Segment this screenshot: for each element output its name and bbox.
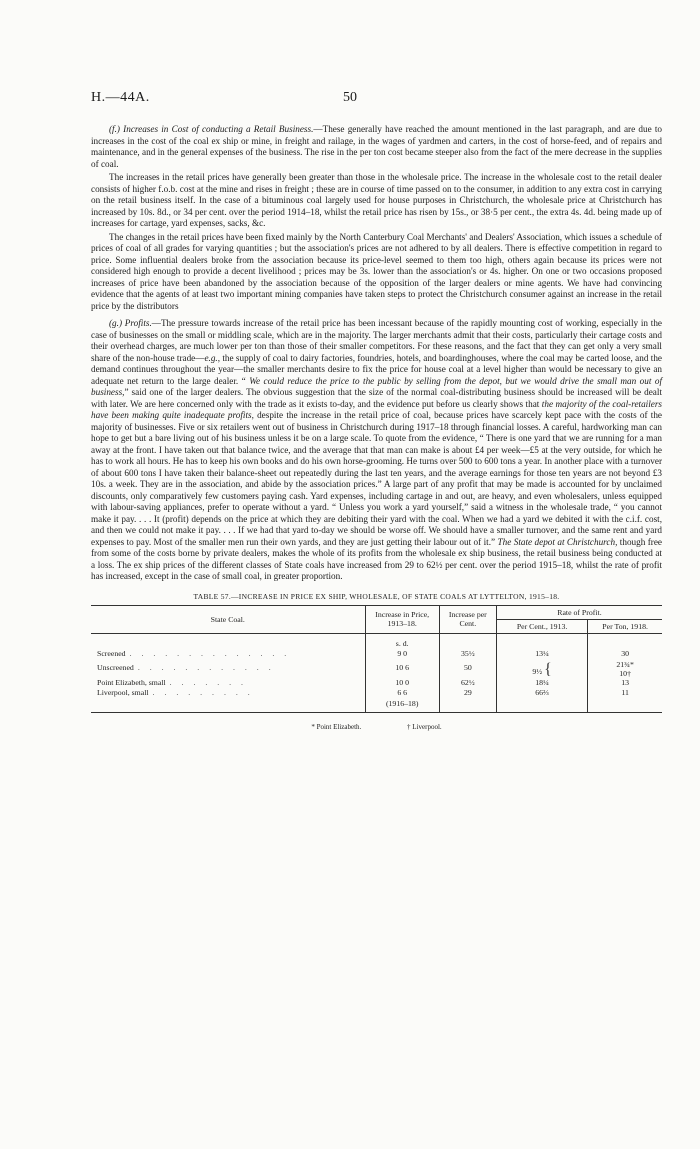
paragraph-italic: We could reduce the price to the public by selling from the depot, but we would drive the small man out of business, [91,375,662,397]
cell-p13: 13¼ [496,649,587,660]
paragraph-association: The changes in the retail prices have been fixed mainly by the North Canterbury Coal Merchants' and Dealers' Association, which issues a schedule of prices of coal of all grades for varying quantities ; but the association's prices are not adhered to by all dealers. There is effective competition in regard to price. Some influential dealers broke from the association because its price-level seemed to them too high, others again because its prices were not considered high enough to provide a decent livelihood ; prices may be 3s. lower than the association's or 4s. higher. On one or two occasions proposed increases of price have been abandoned by the association because of the opposition of the larger dealers or mine agents. We have had convincing evidence that the agents of at least two important mining companies have taken steps to protect the Christchurch consumer against an increase in the retail price by the distributors [91,231,662,311]
table-row [91,660,662,678]
table-footnotes [91,723,662,731]
brace-glyph: { [544,660,552,678]
leader-dots: . . . . . . . [169,677,247,687]
col-per-cent-1913: Per Cent., 1913. [496,619,587,633]
cell-price: 10 6 [365,660,439,678]
page-number: 50 [343,90,357,105]
leader-dots: . . . . . . . . . [152,688,254,697]
leader-dots: . . . . . . . . . . . . [137,662,275,672]
footnote-liverpool: † Liverpool. [407,723,442,731]
cell-pct: 50 [439,660,496,678]
table-row [91,678,662,689]
row-name: Unscreened [97,662,134,672]
cell-pct: 29 [439,688,496,699]
page-body [91,124,662,731]
page-header [91,90,609,112]
cell-p18: 21¾* 10† [588,660,662,678]
paragraph-text: —These generally have reached the amount mentioned in the last paragraph, and are due to increases in the cost of the coal ex ship or mine, in freight and railage, in the wages of yardmen and carters, in the cost of horse-feed, and of repairs and maintenance, and in the general expenses of the business. The rise in the per ton cost became steeper also from the fact of the mere decrease in the supplies of coal. [91,124,662,169]
col-increase-pct: Increase per Cent. [439,605,496,633]
period-note: (1916–18) [365,699,439,713]
footnote-point-elizabeth: * Point Elizabeth. [311,723,362,731]
paragraph-profits [91,318,662,583]
paragraph-text: despite the increase in the retail price of coal, because prices have scarcely kept pace with the costs of the majority of businesses. Five or six retailers went out of business in Christchurch during 1917–18 through financial losses. A careful, hardworking man can hope to get but a bare living out of his business unless it be on a large scale. To quote from the evidence, “ There is one yard that we are running for a man away at the front. I have taken out that balance twice, and the average that that man can make is about £4 per week—£5 at the very outside, for which he has to work all hours. He has to keep his own books and do his own horse-grooming. He turns over 500 to 600 tons a year. In another place with a turnover of about 600 tons I have taken their balance-sheet out repeatedly during the last ten years, and the average earnings for those ten years are not beyond £3 10s. a week. They are in the association, and abide by the association prices.” A large part of any profit that may be made is accounted for by unclaimed discounts, only comparatively few customers paying cash. Yard expenses, including cartage in and out, are heavy, and even wholesalers, unless equipped with labour-saving appliances, prefer to operate without a yard. “ Unless you work a yard yourself,” said a witness in the wholesale trade, “ you cannot make it pay. . . . It (profit) depends on the price at which they are debiting their yard with the coal. When we had a yard we debited it with the c.i.f. cost, and then we could not make it pay. . . . If we had that yard to-day we should be worse off. We should have a smaller turnover, and the same rent and yard expenses to pay. Most of the smaller men run their own yards, and they are just getting their labour out of it.” [91,410,662,547]
paragraph-italic: The State depot at Christchurch, [497,536,618,547]
paragraph-text: ” said one of the larger dealers. The obvious suggestion that the size of the normal coal-distributing business should be increased will be dealt with later. We are here concerned only with the trade as it exists to-day, and the evidence put before us clearly shows that [91,387,662,409]
cell-p13-wrap [496,660,587,678]
col-state-coal: State Coal. [91,605,365,633]
section-heading-g: (g.) Profits. [109,318,152,328]
cell-p13: 66⅔ [496,688,587,699]
cell-p13: 9½ [532,666,543,676]
row-name: Point Elizabeth, small [97,677,166,687]
cell-pct: 62½ [439,678,496,689]
paragraph-text: —The pressure towards increase of the retail price has been incessant because of the rapidly mounting cost of working, especially in the case of businesses on the small or middling scale, which are in the majority. The larger merchants admit that their costs, particularly their cartage costs and their overhead charges, are much lower per ton than those of their smaller competitors. For these reasons, and the fact that they can get only a very small share of the non-house trade— [91,318,662,363]
row-name: Screened [97,649,126,658]
cell-price: 9 0 [365,649,439,660]
col-per-ton-1918: Per Ton, 1918. [588,619,662,633]
paragraph-text: though free from some of the costs borne by private dealers, makes the whole of its profits from the wholesale ex ship business, the retail business being conducted at a loss. The ex ship prices of the different classes of State coals have increased from 29 to 62½ per cent. over the period 1915–18, whilst the rate of profit has increased, except in the case of small coal, in greater proportion. [91,536,663,581]
paragraph-retail-prices: The increases in the retail prices have generally been greater than those in the wholesale price. The increase in the wholesale cost to the retail dealer consists of higher f.o.b. cost at the mine and rises in freight ; these are in course of time passed on to the consumer, in addition to any extra cost in carrying on the retail business itself. In the case of a bituminous coal largely used for house purposes in Christchurch, the wholesale price at Christchurch has increased by 10s. 8d., or 34 per cent. over the period 1914–18, whilst the retail price has risen by 15s., or 38·5 per cent., the extra 4s. 4d. being made up of increases for cartage, yard expenses, sacks, &c. [91,172,662,228]
table-row [91,688,662,699]
paragraph-italic: e.g. [204,352,218,363]
section-heading-f: (f.) Increases in Cost of conducting a Retail Business. [109,124,314,134]
cell-p18: 30 [588,649,662,660]
row-name: Liverpool, small [97,688,149,697]
cell-p18: 13 [588,678,662,689]
leader-dots: . . . . . . . . . . . . . . [129,649,291,658]
table-row [91,649,662,660]
cell-p13: 18¼ [496,678,587,689]
col-rate-of-profit: Rate of Profit. [496,605,662,619]
cell-p18: 11 [588,688,662,699]
units-label: s. d. [365,633,439,649]
cell-price: 6 6 [365,688,439,699]
state-coal-table [91,605,662,714]
col-increase-price: Increase in Price, 1913–18. [365,605,439,633]
cell-price: 10 0 [365,678,439,689]
table-caption: TABLE 57.—INCREASE IN PRICE EX SHIP, WHOLESALE, OF STATE COALS AT LYTTELTON, 1915–18. [193,591,560,601]
paragraph-text: , the supply of coal to dairy factories, foundries, hotels, and boardinghouses, where the coal may be carted loose, and the demand continues throughout the year—the smaller merchants desire to fix the price for house coal at a level higher than would be necessary to give an adequate net return to the large dealer. “ [91,352,662,386]
paragraph-italic: the majority of the coal-retailers have been making quite inadequate profits, [91,398,662,420]
paragraph-cost-increases [91,124,662,170]
cell-pct: 35½ [439,649,496,660]
document-reference: H.—44A. [91,90,150,105]
